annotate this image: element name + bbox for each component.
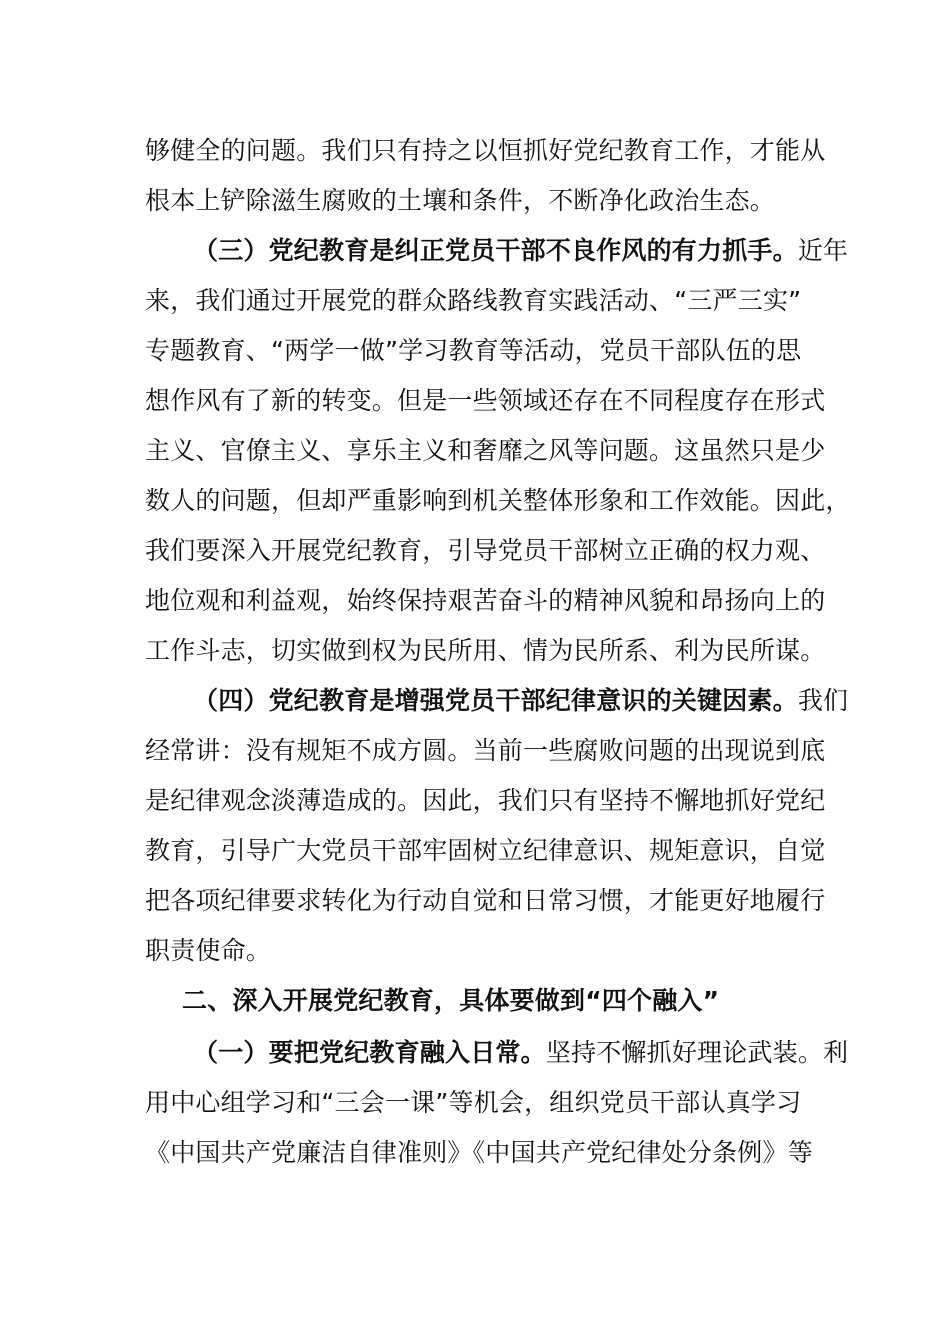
body-text-line: 是纪律观念淡薄造成的。因此，我们只有坚持不懈地抓好党纪	[145, 786, 826, 815]
body-text-line: 专题教育、“两学一做”学习教育等活动，党员干部队伍的思	[145, 336, 802, 365]
body-text-line: 《中国共产党廉洁自律准则》《中国共产党纪律处分条例》等	[145, 1138, 813, 1167]
body-text-line: 把各项纪律要求转化为行动自觉和日常习惯，才能更好地履行	[145, 886, 826, 915]
body-text-line: 经常讲：没有规矩不成方圆。当前一些腐败问题的出现说到底	[145, 736, 826, 765]
body-text-line: 用中心组学习和“三会一课”等机会，组织党员干部认真学习	[145, 1088, 802, 1117]
body-text-run: 坚持不懈抓好理论武装。利	[545, 1038, 849, 1067]
section-paragraph-start	[193, 676, 848, 726]
body-text-line: 主义、官僚主义、享乐主义和奢靡之风等问题。这虽然只是少	[145, 436, 826, 465]
subsection-heading: （三）党纪教育是纠正党员干部不良作风的有力抓手。	[193, 236, 798, 265]
body-text-line: 职责使命。	[145, 936, 272, 965]
body-text-line: 够健全的问题。我们只有持之以恒抓好党纪教育工作，才能从	[145, 136, 826, 165]
section-paragraph-start	[193, 226, 848, 276]
body-text-line: 想作风有了新的转变。但是一些领域还存在不同程度存在形式	[145, 386, 826, 415]
body-text-line: 来，我们通过开展党的群众路线教育实践活动、“三严三实”	[145, 286, 802, 315]
body-text-run: 我们	[797, 686, 849, 715]
body-text-line: 我们要深入开展党纪教育，引导党员干部树立正确的权力观、	[145, 536, 826, 565]
body-text-line: 数人的问题，但却严重影响到机关整体形象和工作效能。因此，	[145, 486, 851, 515]
section-heading: 二、深入开展党纪教育，具体要做到“四个融入”	[182, 986, 720, 1015]
section-paragraph-start	[193, 1028, 848, 1078]
body-text-run: 近年	[797, 236, 849, 265]
subsection-heading: （一）要把党纪教育融入日常。	[193, 1038, 546, 1067]
body-text-line: 教育，引导广大党员干部牢固树立纪律意识、规矩意识，自觉	[145, 836, 826, 865]
subsection-heading: （四）党纪教育是增强党员干部纪律意识的关键因素。	[193, 686, 798, 715]
body-text-line: 根本上铲除滋生腐败的土壤和条件，不断净化政治生态。	[145, 186, 776, 215]
body-text-line: 地位观和利益观，始终保持艰苦奋斗的精神风貌和昂扬向上的	[145, 586, 826, 615]
body-text-line: 工作斗志，切实做到权为民所用、情为民所系、利为民所谋。	[145, 636, 826, 665]
